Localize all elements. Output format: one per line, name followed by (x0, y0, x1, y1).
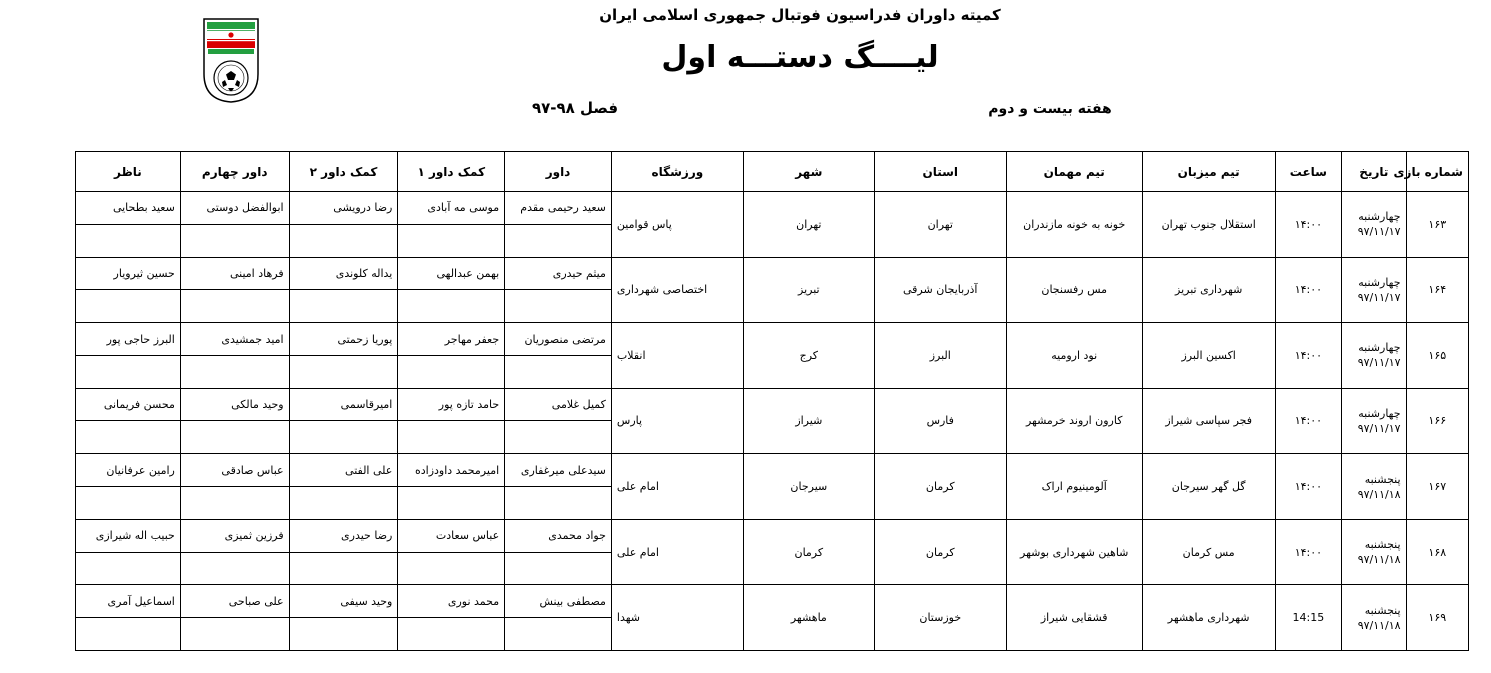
empty-cell (76, 487, 181, 520)
season-label: فصل ۹۸-۹۷ (531, 99, 619, 117)
empty-cell (180, 552, 289, 585)
match-day: پنجشنبه (1364, 538, 1401, 552)
match-date (1342, 323, 1406, 389)
empty-cell (180, 290, 289, 323)
empty-cell (76, 552, 181, 585)
host-team: استقلال جنوب تهران (1142, 192, 1275, 258)
province: فارس (874, 388, 1006, 454)
empty-cell (398, 552, 505, 585)
stadium: شهدا (611, 585, 743, 651)
empty-cell (505, 224, 612, 257)
referee: میثم حیدری (505, 257, 612, 290)
col-header-date: تاریخ (1342, 152, 1406, 192)
match-schedule-table (75, 151, 1469, 651)
match-day: چهارشنبه (1358, 406, 1401, 420)
match-date-value: ۹۷/۱۱/۱۸ (1357, 487, 1401, 501)
assistant-referee-1: عباس سعادت (398, 519, 505, 552)
match-date-value: ۹۷/۱۱/۱۷ (1357, 225, 1401, 239)
province: کرمان (874, 454, 1006, 520)
match-number: ۱۶۷ (1406, 454, 1468, 520)
match-date (1342, 388, 1406, 454)
match-number: ۱۶۶ (1406, 388, 1468, 454)
table-row (76, 388, 1469, 421)
table-row (76, 192, 1469, 225)
stadium: امام علی (611, 519, 743, 585)
table-row (76, 519, 1469, 552)
city: تبریز (743, 257, 874, 323)
assistant-referee-2: رضا حیدری (289, 519, 398, 552)
assistant-referee-2: علی الفتی (289, 454, 398, 487)
empty-cell (398, 290, 505, 323)
match-number: ۱۶۵ (1406, 323, 1468, 389)
match-time: ۱۴:۰۰ (1275, 323, 1341, 389)
table-row (76, 585, 1469, 618)
match-day: چهارشنبه (1358, 210, 1401, 224)
empty-cell (398, 618, 505, 651)
province: خوزستان (874, 585, 1006, 651)
observer: رامین عرفانیان (76, 454, 181, 487)
match-date-value: ۹۷/۱۱/۱۷ (1357, 356, 1401, 370)
referee: سعید رحیمی مقدم (505, 192, 612, 225)
referee: مصطفی بینش (505, 585, 612, 618)
city: تهران (743, 192, 874, 258)
stadium: انقلاب (611, 323, 743, 389)
match-time: ۱۴:۰۰ (1275, 257, 1341, 323)
guest-team: خونه به خونه مازندران (1006, 192, 1142, 258)
match-date-value: ۹۷/۱۱/۱۷ (1357, 290, 1401, 304)
fourth-official: ابوالفضل دوستی (180, 192, 289, 225)
assistant-referee-2: امیرقاسمی (289, 388, 398, 421)
col-header-observer: ناظر (76, 152, 181, 192)
province: تهران (874, 192, 1006, 258)
observer: حبیب اله شیرازی (76, 519, 181, 552)
empty-cell (289, 421, 398, 454)
empty-cell (398, 487, 505, 520)
match-number: ۱۶۸ (1406, 519, 1468, 585)
observer: اسماعیل آمری (76, 585, 181, 618)
col-header-host-team: تیم میزبان (1142, 152, 1275, 192)
host-team: اکسین البرز (1142, 323, 1275, 389)
guest-team: مس رفسنجان (1006, 257, 1142, 323)
assistant-referee-1: امیرمحمد داودزاده (398, 454, 505, 487)
match-time: ۱۴:۰۰ (1275, 519, 1341, 585)
col-header-referee: داور (505, 152, 612, 192)
col-header-assistant-2: کمک داور ۲ (289, 152, 398, 192)
match-date (1342, 192, 1406, 258)
referee: جواد محمدی (505, 519, 612, 552)
col-header-stadium: ورزشگاه (611, 152, 743, 192)
table-row (76, 257, 1469, 290)
match-date (1342, 257, 1406, 323)
province: آذربایجان شرقی (874, 257, 1006, 323)
assistant-referee-1: محمد نوری (398, 585, 505, 618)
empty-cell (505, 290, 612, 323)
match-number: ۱۶۹ (1406, 585, 1468, 651)
table-row (76, 454, 1469, 487)
match-date (1342, 519, 1406, 585)
col-header-fourth-official: داور چهارم (180, 152, 289, 192)
empty-cell (289, 552, 398, 585)
fourth-official: فرهاد امینی (180, 257, 289, 290)
stadium: پاس قوامین (611, 192, 743, 258)
empty-cell (76, 618, 181, 651)
stadium: امام علی (611, 454, 743, 520)
empty-cell (180, 355, 289, 388)
empty-cell (505, 552, 612, 585)
col-header-city: شهر (743, 152, 874, 192)
assistant-referee-1: بهمن عبدالهی (398, 257, 505, 290)
empty-cell (398, 224, 505, 257)
observer: حسین ثیرویار (76, 257, 181, 290)
match-time: ۱۴:۰۰ (1275, 454, 1341, 520)
week-label: هفته بیست و دوم (988, 101, 1112, 117)
assistant-referee-2: رضا درویشی (289, 192, 398, 225)
fourth-official: وحید مالکی (180, 388, 289, 421)
guest-team: نود ارومیه (1006, 323, 1142, 389)
host-team: شهرداری تبریز (1142, 257, 1275, 323)
city: سیرجان (743, 454, 874, 520)
match-date (1342, 585, 1406, 651)
match-number: ۱۶۳ (1406, 192, 1468, 258)
empty-cell (76, 421, 181, 454)
empty-cell (505, 421, 612, 454)
assistant-referee-2: پوریا زحمتی (289, 323, 398, 356)
empty-cell (398, 355, 505, 388)
empty-cell (289, 487, 398, 520)
empty-cell (180, 618, 289, 651)
stadium: اختصاصی شهرداری (611, 257, 743, 323)
table-row (76, 323, 1469, 356)
observer: محسن فریمانی (76, 388, 181, 421)
host-team: گل گهر سیرجان (1142, 454, 1275, 520)
guest-team: کارون اروند خرمشهر (1006, 388, 1142, 454)
col-header-province: استان (874, 152, 1006, 192)
col-header-match-number: شماره بازی (1406, 152, 1468, 192)
empty-cell (505, 487, 612, 520)
assistant-referee-1: جعفر مهاجر (398, 323, 505, 356)
host-team: شهرداری ماهشهر (1142, 585, 1275, 651)
empty-cell (289, 618, 398, 651)
match-date-value: ۹۷/۱۱/۱۸ (1357, 618, 1401, 632)
city: کرمان (743, 519, 874, 585)
city: ماهشهر (743, 585, 874, 651)
guest-team: قشقایی شیراز (1006, 585, 1142, 651)
guest-team: آلومینیوم اراک (1006, 454, 1142, 520)
empty-cell (289, 290, 398, 323)
match-date (1342, 454, 1406, 520)
fourth-official: علی صباحی (180, 585, 289, 618)
fourth-official: امید جمشیدی (180, 323, 289, 356)
organization-title: کمیته داوران فدراسیون فوتبال جمهوری اسلامی ایران (599, 6, 1001, 24)
match-time: 14:15 (1275, 585, 1341, 651)
fourth-official: عباس صادقی (180, 454, 289, 487)
empty-cell (180, 487, 289, 520)
match-day: پنجشنبه (1364, 603, 1401, 617)
observer: البرز حاجی پور (76, 323, 181, 356)
match-date-value: ۹۷/۱۱/۱۸ (1357, 553, 1401, 567)
city: شیراز (743, 388, 874, 454)
col-header-time: ساعت (1275, 152, 1341, 192)
empty-cell (398, 421, 505, 454)
assistant-referee-1: حامد تازه پور (398, 388, 505, 421)
province: کرمان (874, 519, 1006, 585)
match-day: پنجشنبه (1364, 472, 1401, 486)
fourth-official: فرزین ثمیزی (180, 519, 289, 552)
empty-cell (289, 224, 398, 257)
empty-cell (76, 290, 181, 323)
host-team: مس کرمان (1142, 519, 1275, 585)
league-title: لیــــگ دستـــه اول (661, 40, 939, 75)
empty-cell (180, 421, 289, 454)
host-team: فجر سپاسی شیراز (1142, 388, 1275, 454)
match-day: چهارشنبه (1358, 275, 1401, 289)
table-header-row (76, 152, 1469, 192)
col-header-guest-team: تیم مهمان (1006, 152, 1142, 192)
federation-logo (201, 16, 261, 104)
empty-cell (180, 224, 289, 257)
guest-team: شاهین شهرداری بوشهر (1006, 519, 1142, 585)
referee: کمیل غلامی (505, 388, 612, 421)
empty-cell (76, 355, 181, 388)
empty-cell (76, 224, 181, 257)
referee: مرتضی منصوریان (505, 323, 612, 356)
observer: سعید بطحایی (76, 192, 181, 225)
match-day: چهارشنبه (1358, 341, 1401, 355)
referee: سیدعلی میرغفاری (505, 454, 612, 487)
match-date-value: ۹۷/۱۱/۱۷ (1357, 421, 1401, 435)
col-header-assistant-1: کمک داور ۱ (398, 152, 505, 192)
city: کرج (743, 323, 874, 389)
empty-cell (505, 618, 612, 651)
empty-cell (505, 355, 612, 388)
province: البرز (874, 323, 1006, 389)
match-time: ۱۴:۰۰ (1275, 192, 1341, 258)
match-time: ۱۴:۰۰ (1275, 388, 1341, 454)
assistant-referee-1: موسی مه آبادی (398, 192, 505, 225)
stadium: پارس (611, 388, 743, 454)
assistant-referee-2: وحید سیفی (289, 585, 398, 618)
match-number: ۱۶۴ (1406, 257, 1468, 323)
empty-cell (289, 355, 398, 388)
assistant-referee-2: یداله کلوندی (289, 257, 398, 290)
